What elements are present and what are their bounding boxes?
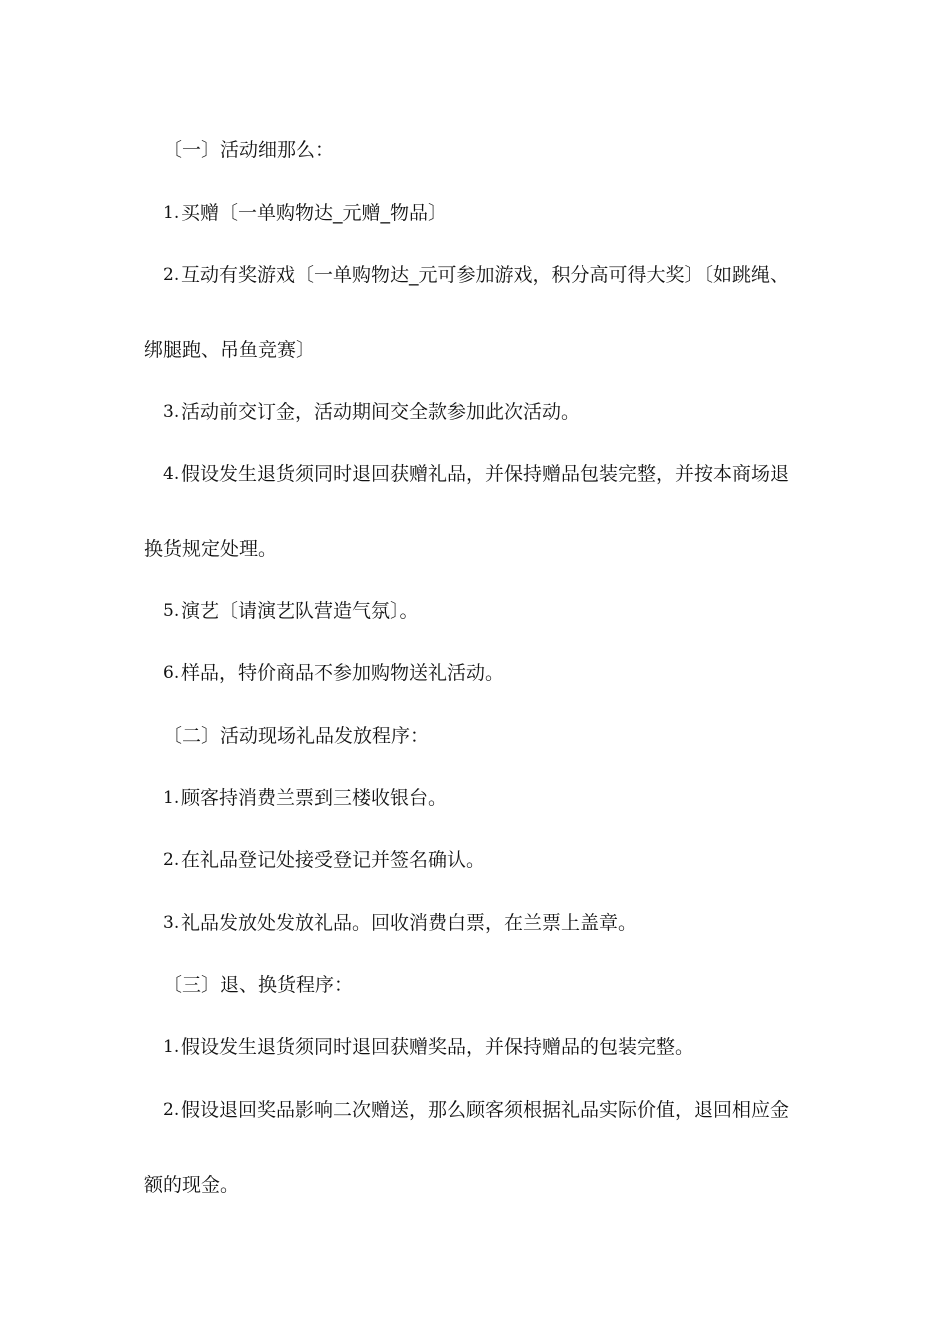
- list-item: [0, 908, 950, 938]
- list-item-continuation: [0, 534, 950, 564]
- list-item: [0, 658, 950, 688]
- section-heading-1: [0, 135, 950, 165]
- item-text-continued: 换货规定处理。: [144, 538, 278, 560]
- item-number: 1.: [163, 788, 180, 808]
- item-text-continued: 绑腿跑、吊鱼竞赛〕: [144, 339, 316, 361]
- item-text: 假设发生退货须同时退回获赠奖品，并保持赠品的包装完整。: [181, 1036, 695, 1058]
- item-number: 4.: [163, 464, 180, 484]
- item-text-continued: 额的现金。: [144, 1174, 240, 1196]
- item-number: 5.: [163, 601, 180, 621]
- item-number: 2.: [163, 850, 180, 870]
- heading-text: 〔一〕活动细那么：: [163, 139, 335, 161]
- item-number: 6.: [163, 663, 180, 683]
- list-item: [0, 596, 950, 626]
- item-number: 3.: [163, 913, 180, 933]
- item-number: 2.: [163, 265, 180, 285]
- item-text: 假设发生退货须同时退回获赠礼品，并保持赠品包装完整，并按本商场退: [181, 463, 790, 485]
- list-item: [0, 1032, 950, 1062]
- item-number: 1.: [163, 203, 180, 223]
- list-item-continuation: [0, 1170, 950, 1200]
- list-item: [0, 783, 950, 813]
- item-text: 演艺〔请演艺队营造气氛〕。: [181, 600, 419, 622]
- list-item: [0, 198, 950, 228]
- list-item: [0, 397, 950, 427]
- item-number: 3.: [163, 402, 180, 422]
- item-text: 顾客持消费兰票到三楼收银台。: [181, 787, 448, 809]
- section-heading-2: [0, 721, 950, 751]
- item-number: 2.: [163, 1100, 180, 1120]
- item-number: 1.: [163, 1037, 180, 1057]
- list-item: [0, 459, 950, 489]
- item-text: 在礼品登记处接受登记并签名确认。: [181, 849, 486, 871]
- list-item: [0, 1095, 950, 1125]
- item-text: 假设退回奖品影响二次赠送，那么顾客须根据礼品实际价值，退回相应金: [181, 1099, 790, 1121]
- item-text: 礼品发放处发放礼品。回收消费白票，在兰票上盖章。: [181, 912, 638, 934]
- item-text: 互动有奖游戏〔一单购物达_元可参加游戏，积分高可得大奖〕〔如跳绳、: [181, 264, 790, 286]
- item-text: 活动前交订金，活动期间交全款参加此次活动。: [181, 401, 581, 423]
- list-item-continuation: [0, 335, 950, 365]
- item-text: 样品，特价商品不参加购物送礼活动。: [181, 662, 505, 684]
- list-item: [0, 260, 950, 290]
- heading-text: 〔二〕活动现场礼品发放程序：: [163, 725, 430, 747]
- section-heading-3: [0, 970, 950, 1000]
- list-item: [0, 845, 950, 875]
- item-text: 买赠〔一单购物达_元赠_物品〕: [181, 202, 448, 224]
- heading-text: 〔三〕退、换货程序：: [163, 974, 354, 996]
